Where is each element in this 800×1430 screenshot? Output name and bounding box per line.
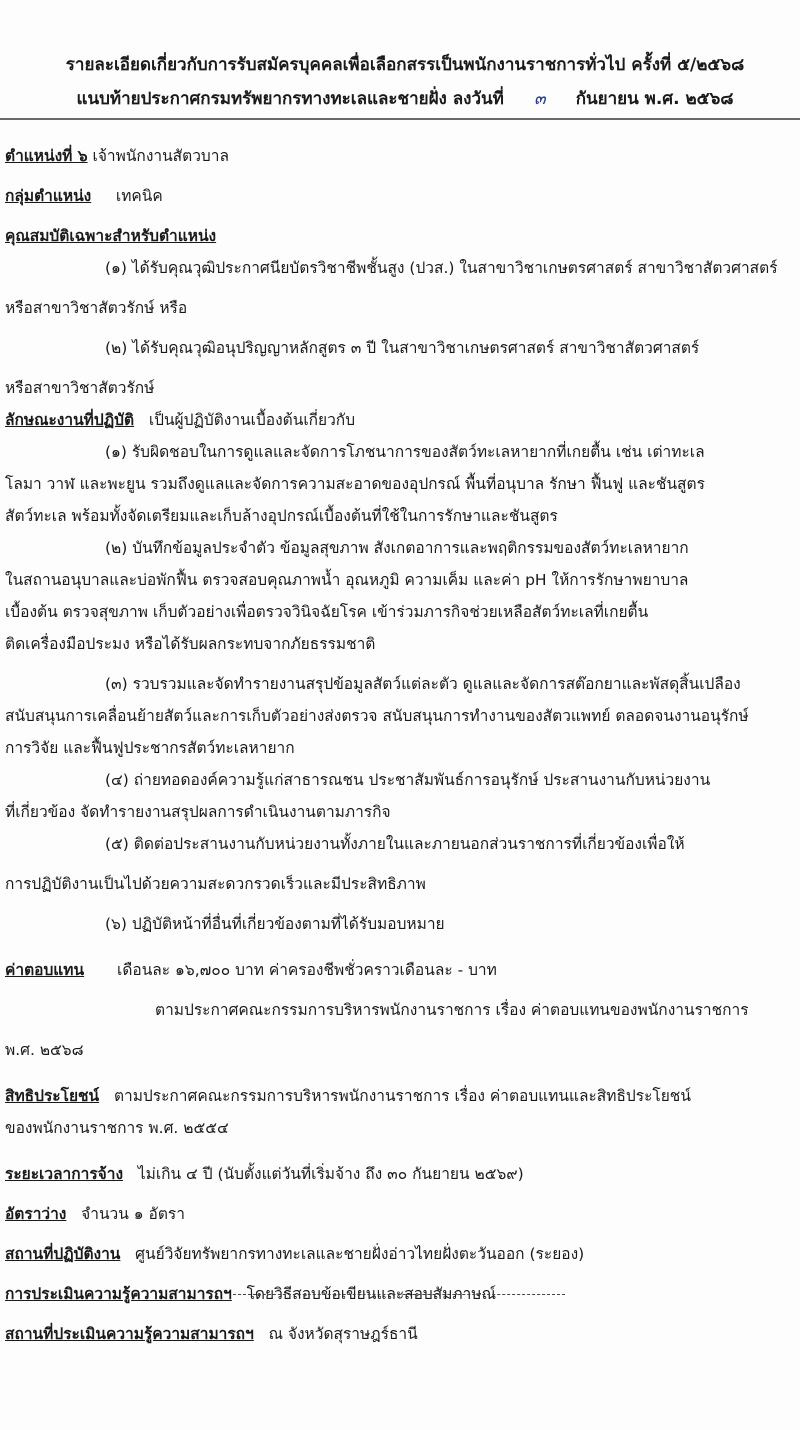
assessment-place-value: ณ จังหวัดสุราษฎร์ธานี: [268, 1325, 418, 1343]
workplace-value: ศูนย์วิจัยทรัพยากรทางทะเลและชายฝั่งอ่าวไทยฝั่งตะวันออก (ระยอง): [135, 1245, 585, 1263]
duty-2-line-1: (๒) บันทึกข้อมูลประจำตัว ข้อมูลสุขภาพ สังเกตอาการและพฤติกรรมของสัตว์ทะเลหายาก: [105, 539, 689, 557]
duties-label: ลักษณะงานที่ปฏิบัติ: [5, 411, 135, 429]
qualification-item-1-line-1: (๑) ได้รับคุณวุฒิประกาศนียบัตรวิชาชีพชั้นสูง (ปวส.) ในสาขาวิชาเกษตรศาสตร์ สาขาวิชาสัตวศาสตร์: [105, 259, 778, 277]
duty-3-line-3: การวิจัย และฟื้นฟูประชากรสัตว์ทะเลหายาก: [5, 739, 295, 757]
header-line-2-prefix: แนบท้ายประกาศกรมทรัพยากรทางทะเลและชายฝั่ง ลงวันที่: [76, 89, 504, 109]
compensation-line-3: พ.ศ. ๒๕๖๘: [5, 1041, 84, 1059]
qualification-item-2-line-1: (๒) ได้รับคุณวุฒิอนุปริญญาหลักสูตร ๓ ปี ในสาขาวิชาเกษตรศาสตร์ สาขาวิชาสัตวศาสตร์: [105, 339, 700, 357]
duration-row: [5, 1158, 795, 1190]
benefits-line-1: ตามประกาศคณะกรรมการบริหารพนักงานราชการ เรื่อง ค่าตอบแทนและสิทธิประโยชน์: [113, 1087, 691, 1105]
duty-5-line-2: การปฏิบัติงานเป็นไปด้วยความสะดวกรวดเร็วและมีประสิทธิภาพ: [5, 875, 426, 893]
header-line-1: รายละเอียดเกี่ยวกับการรับสมัครบุคคลเพื่อเลือกสรรเป็นพนักงานราชการทั่วไป ครั้งที่ ๕/๒๕๖๘: [65, 55, 745, 75]
duty-5-line-1: (๕) ติดต่อประสานงานกับหน่วยงานทั้งภายในและภายนอกส่วนราชการที่เกี่ยวข้องเพื่อให้: [105, 835, 685, 853]
duty-2-line-4: ติดเครื่องมือประมง หรือได้รับผลกระทบจากภัยธรรมชาติ: [5, 635, 376, 653]
group-row: [5, 180, 795, 212]
qualification-item-1-line-2: หรือสาขาวิชาสัตวรักษ์ หรือ: [5, 299, 188, 317]
document-body: [5, 140, 795, 1350]
header-line-2: [40, 82, 770, 116]
assessment-place-label: สถานที่ประเมินความรู้ความสามารถฯ: [5, 1325, 254, 1343]
qualification-label: คุณสมบัติเฉพาะสำหรับตำแหน่ง: [5, 227, 217, 245]
duty-2-line-3: เบื้องต้น ตรวจสุขภาพ เก็บตัวอย่างเพื่อตรวจวินิจฉัยโรค เข้าร่วมภารกิจช่วยเหลือสัตว์ทะเลที่เกยตื้น: [5, 603, 649, 621]
handwritten-day: ๓: [533, 89, 546, 109]
header-line-2-suffix: กันยายน พ.ศ. ๒๕๖๘: [575, 89, 734, 109]
qualification-item-2-line-2: หรือสาขาวิชาสัตวรักษ์: [5, 379, 155, 397]
assessment-place-row: [5, 1318, 795, 1350]
compensation-line-2: ตามประกาศคณะกรรมการบริหารพนักงานราชการ เรื่อง ค่าตอบแทนของพนักงานราชการ: [155, 1001, 749, 1019]
vacancy-value: จำนวน ๑ อัตรา: [81, 1205, 185, 1223]
duration-value: ไม่เกิน ๔ ปี (นับตั้งแต่วันที่เริ่มจ้าง ถึง ๓๐ กันยายน ๒๕๖๙): [137, 1165, 524, 1183]
compensation-amount: เดือนละ ๑๖,๗๐๐ บาท ค่าครองชีพชั่วคราวเดือนละ - บาท: [117, 961, 497, 979]
duty-3-line-2: สนับสนุนการเคลื่อนย้ายสัตว์และการเก็บตัวอย่างส่งตรวจ สนับสนุนการทำงานของสัตวแพทย์ ตลอดจนงานอนุรักษ์: [5, 707, 749, 725]
position-value: เจ้าพนักงานสัตวบาล: [92, 147, 229, 165]
duty-4-line-2: ที่เกี่ยวข้อง จัดทำรายงานสรุปผลการดำเนินงานตามภารกิจ: [5, 803, 391, 821]
position-label: ตำแหน่งที่ ๖: [5, 147, 88, 165]
compensation-label: ค่าตอบแทน: [5, 961, 85, 979]
vacancy-label: อัตราว่าง: [5, 1205, 67, 1223]
compensation-row: [5, 954, 795, 986]
benefits-line-2: ของพนักงานราชการ พ.ศ. ๒๕๕๔: [5, 1119, 229, 1137]
qualification-heading: [5, 220, 795, 252]
position-row: [5, 140, 795, 172]
duty-3-line-1: (๓) รวบรวมและจัดทำรายงานสรุปข้อมูลสัตว์แต่ละตัว ดูแลและจัดการสต๊อกยาและพัสดุสิ้นเปลือง: [105, 675, 741, 693]
vacancy-row: [5, 1198, 795, 1230]
duty-1-line-1: (๑) รับผิดชอบในการดูแลและจัดการโภชนาการของสัตว์ทะเลหายากที่เกยตื้น เช่น เต่าทะเล: [105, 443, 705, 461]
end-divider: [233, 1294, 565, 1295]
duty-6-line-1: (๖) ปฏิบัติหน้าที่อื่นที่เกี่ยวข้องตามที่ได้รับมอบหมาย: [105, 915, 445, 933]
workplace-label: สถานที่ปฏิบัติงาน: [5, 1245, 121, 1263]
benefits-row: [5, 1080, 795, 1112]
duties-intro: เป็นผู้ปฏิบัติงานเบื้องต้นเกี่ยวกับ: [148, 411, 356, 429]
duty-2-line-2: ในสถานอนุบาลและบ่อพักฟื้น ตรวจสอบคุณภาพน้ำ อุณหภูมิ ความเค็ม และค่า pH ให้การรักษาพยาบาล: [5, 571, 689, 589]
group-label: กลุ่มตำแหน่ง: [5, 187, 92, 205]
header-divider: [0, 118, 800, 120]
duties-heading: [5, 404, 795, 436]
group-value: เทคนิค: [115, 187, 163, 205]
assessment-value: โดยวิธีสอบข้อเขียนและสอบสัมภาษณ์: [246, 1285, 496, 1303]
assessment-label: การประเมินความรู้ความสามารถฯ: [5, 1285, 232, 1303]
duty-1-line-3: สัตว์ทะเล พร้อมทั้งจัดเตรียมและเก็บล้างอุปกรณ์เบื้องต้นที่ใช้ในการรักษาและชันสูตร: [5, 507, 558, 525]
workplace-row: [5, 1238, 795, 1270]
document-header: [40, 48, 770, 116]
duration-label: ระยะเวลาการจ้าง: [5, 1165, 124, 1183]
duty-4-line-1: (๔) ถ่ายทอดองค์ความรู้แก่สาธารณชน ประชาสัมพันธ์การอนุรักษ์ ประสานงานกับหน่วยงาน: [105, 771, 711, 789]
duty-1-line-2: โลมา วาฬ และพะยูน รวมถึงดูแลและจัดการความสะอาดของอุปกรณ์ พื้นที่อนุบาล รักษา ฟื้นฟู และชันสูตร: [5, 475, 705, 493]
benefits-label: สิทธิประโยชน์: [5, 1087, 100, 1105]
